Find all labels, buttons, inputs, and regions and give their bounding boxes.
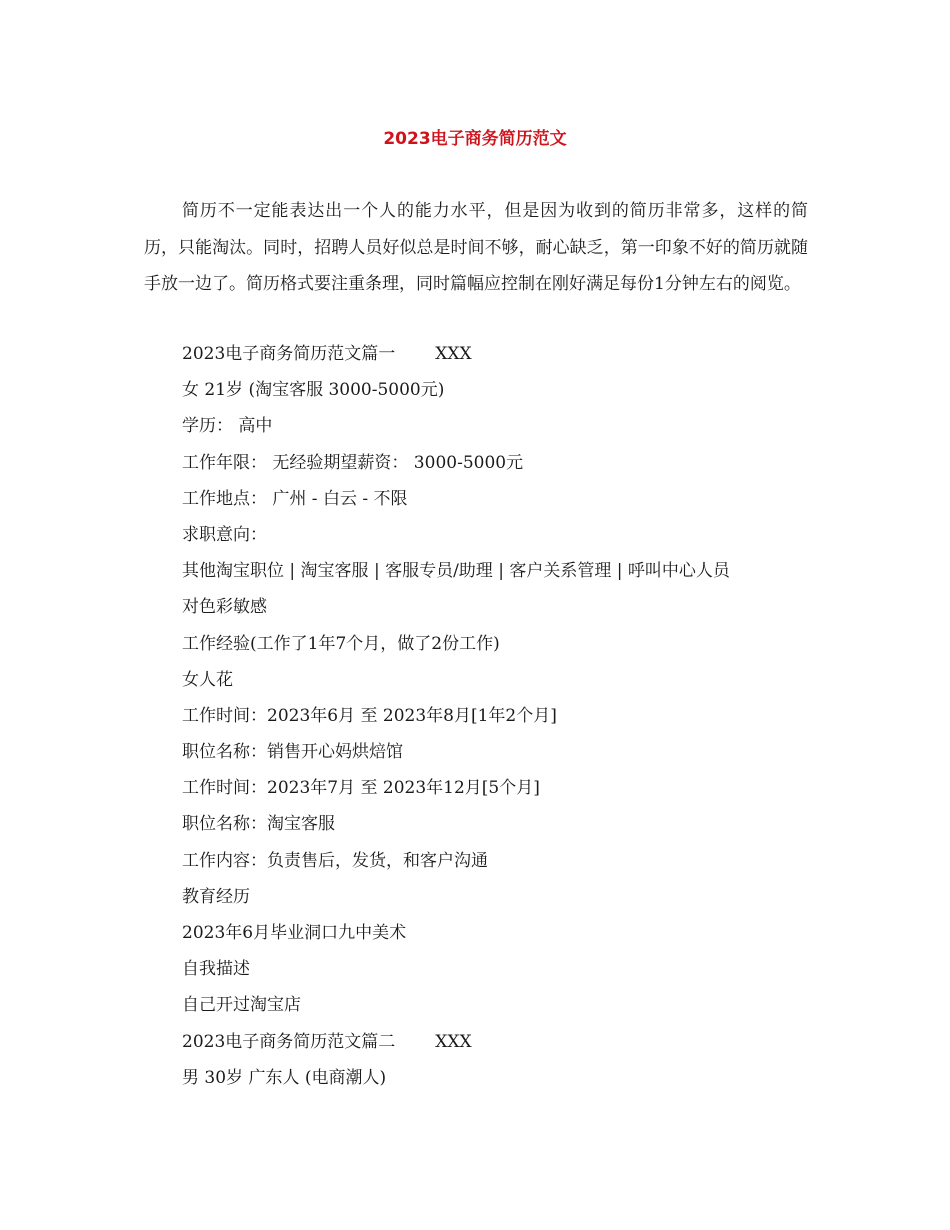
resume1-education: 2023年6月毕业洞口九中美术: [182, 923, 407, 943]
resume1-job2-title: 职位名称：淘宝客服: [182, 814, 335, 835]
resume1-company: 女人花: [182, 669, 233, 690]
resume1-job1-title: 职位名称：销售开心妈烘焙馆: [182, 742, 403, 763]
resume1-self-label: 自我描述: [182, 959, 250, 980]
resume1-experience-salary: 工作年限： 无经验期望薪资： 3000-5000元: [182, 452, 524, 473]
resume1-location: 工作地点： 广州 - 白云 - 不限: [182, 488, 408, 509]
resume2-heading-line: [182, 1024, 822, 1060]
resume1-intent: 其他淘宝职位 | 淘宝客服 | 客服专员/助理 | 客户关系管理 | 呼叫中心人员: [182, 561, 730, 582]
resume1-intent-label: 求职意向：: [182, 524, 267, 545]
resume2-basic: 男 30岁 广东人 (电商潮人): [182, 1067, 387, 1088]
resume1-heading: 2023电子商务简历范文篇一: [182, 344, 396, 364]
resume1-education-level: 学历： 高中: [182, 416, 273, 437]
resume1-job1-time: 工作时间：2023年6月 至 2023年8月[1年2个月]: [182, 705, 557, 726]
resume1-name: XXX: [435, 344, 472, 364]
resume2-heading: 2023电子商务简历范文篇二: [182, 1031, 396, 1052]
resume1-work-summary: 工作经验(工作了1年7个月，做了2份工作): [182, 633, 500, 654]
resume2-name: XXX: [435, 1031, 472, 1052]
resume1-education-label: 教育经历: [182, 886, 250, 907]
resume1-job2-content: 工作内容：负责售后，发货，和客户沟通: [182, 850, 488, 871]
document-title: 2023电子商务简历范文: [383, 129, 567, 149]
intro-paragraph: 简历不一定能表达出一个人的能力水平，但是因为收到的简历非常多，这样的简历，只能淘汰。同时，招聘人员好似总是时间不够，耐心缺乏，第一印象不好的简历就随手放一边了。简历格式要注重条理，同时篇幅应控制在刚好满足每份1分钟左右的阅览。: [144, 201, 808, 294]
resume1-trait: 对色彩敏感: [182, 597, 267, 618]
resume1-basic: 女 21岁 (淘宝客服 3000-5000元): [182, 380, 445, 401]
resume1-heading-line: [182, 336, 822, 372]
resume1-self: 自己开过淘宝店: [182, 995, 301, 1016]
resume1-job2-time: 工作时间：2023年7月 至 2023年12月[5个月]: [182, 778, 540, 799]
resume-lines: [182, 336, 822, 1096]
